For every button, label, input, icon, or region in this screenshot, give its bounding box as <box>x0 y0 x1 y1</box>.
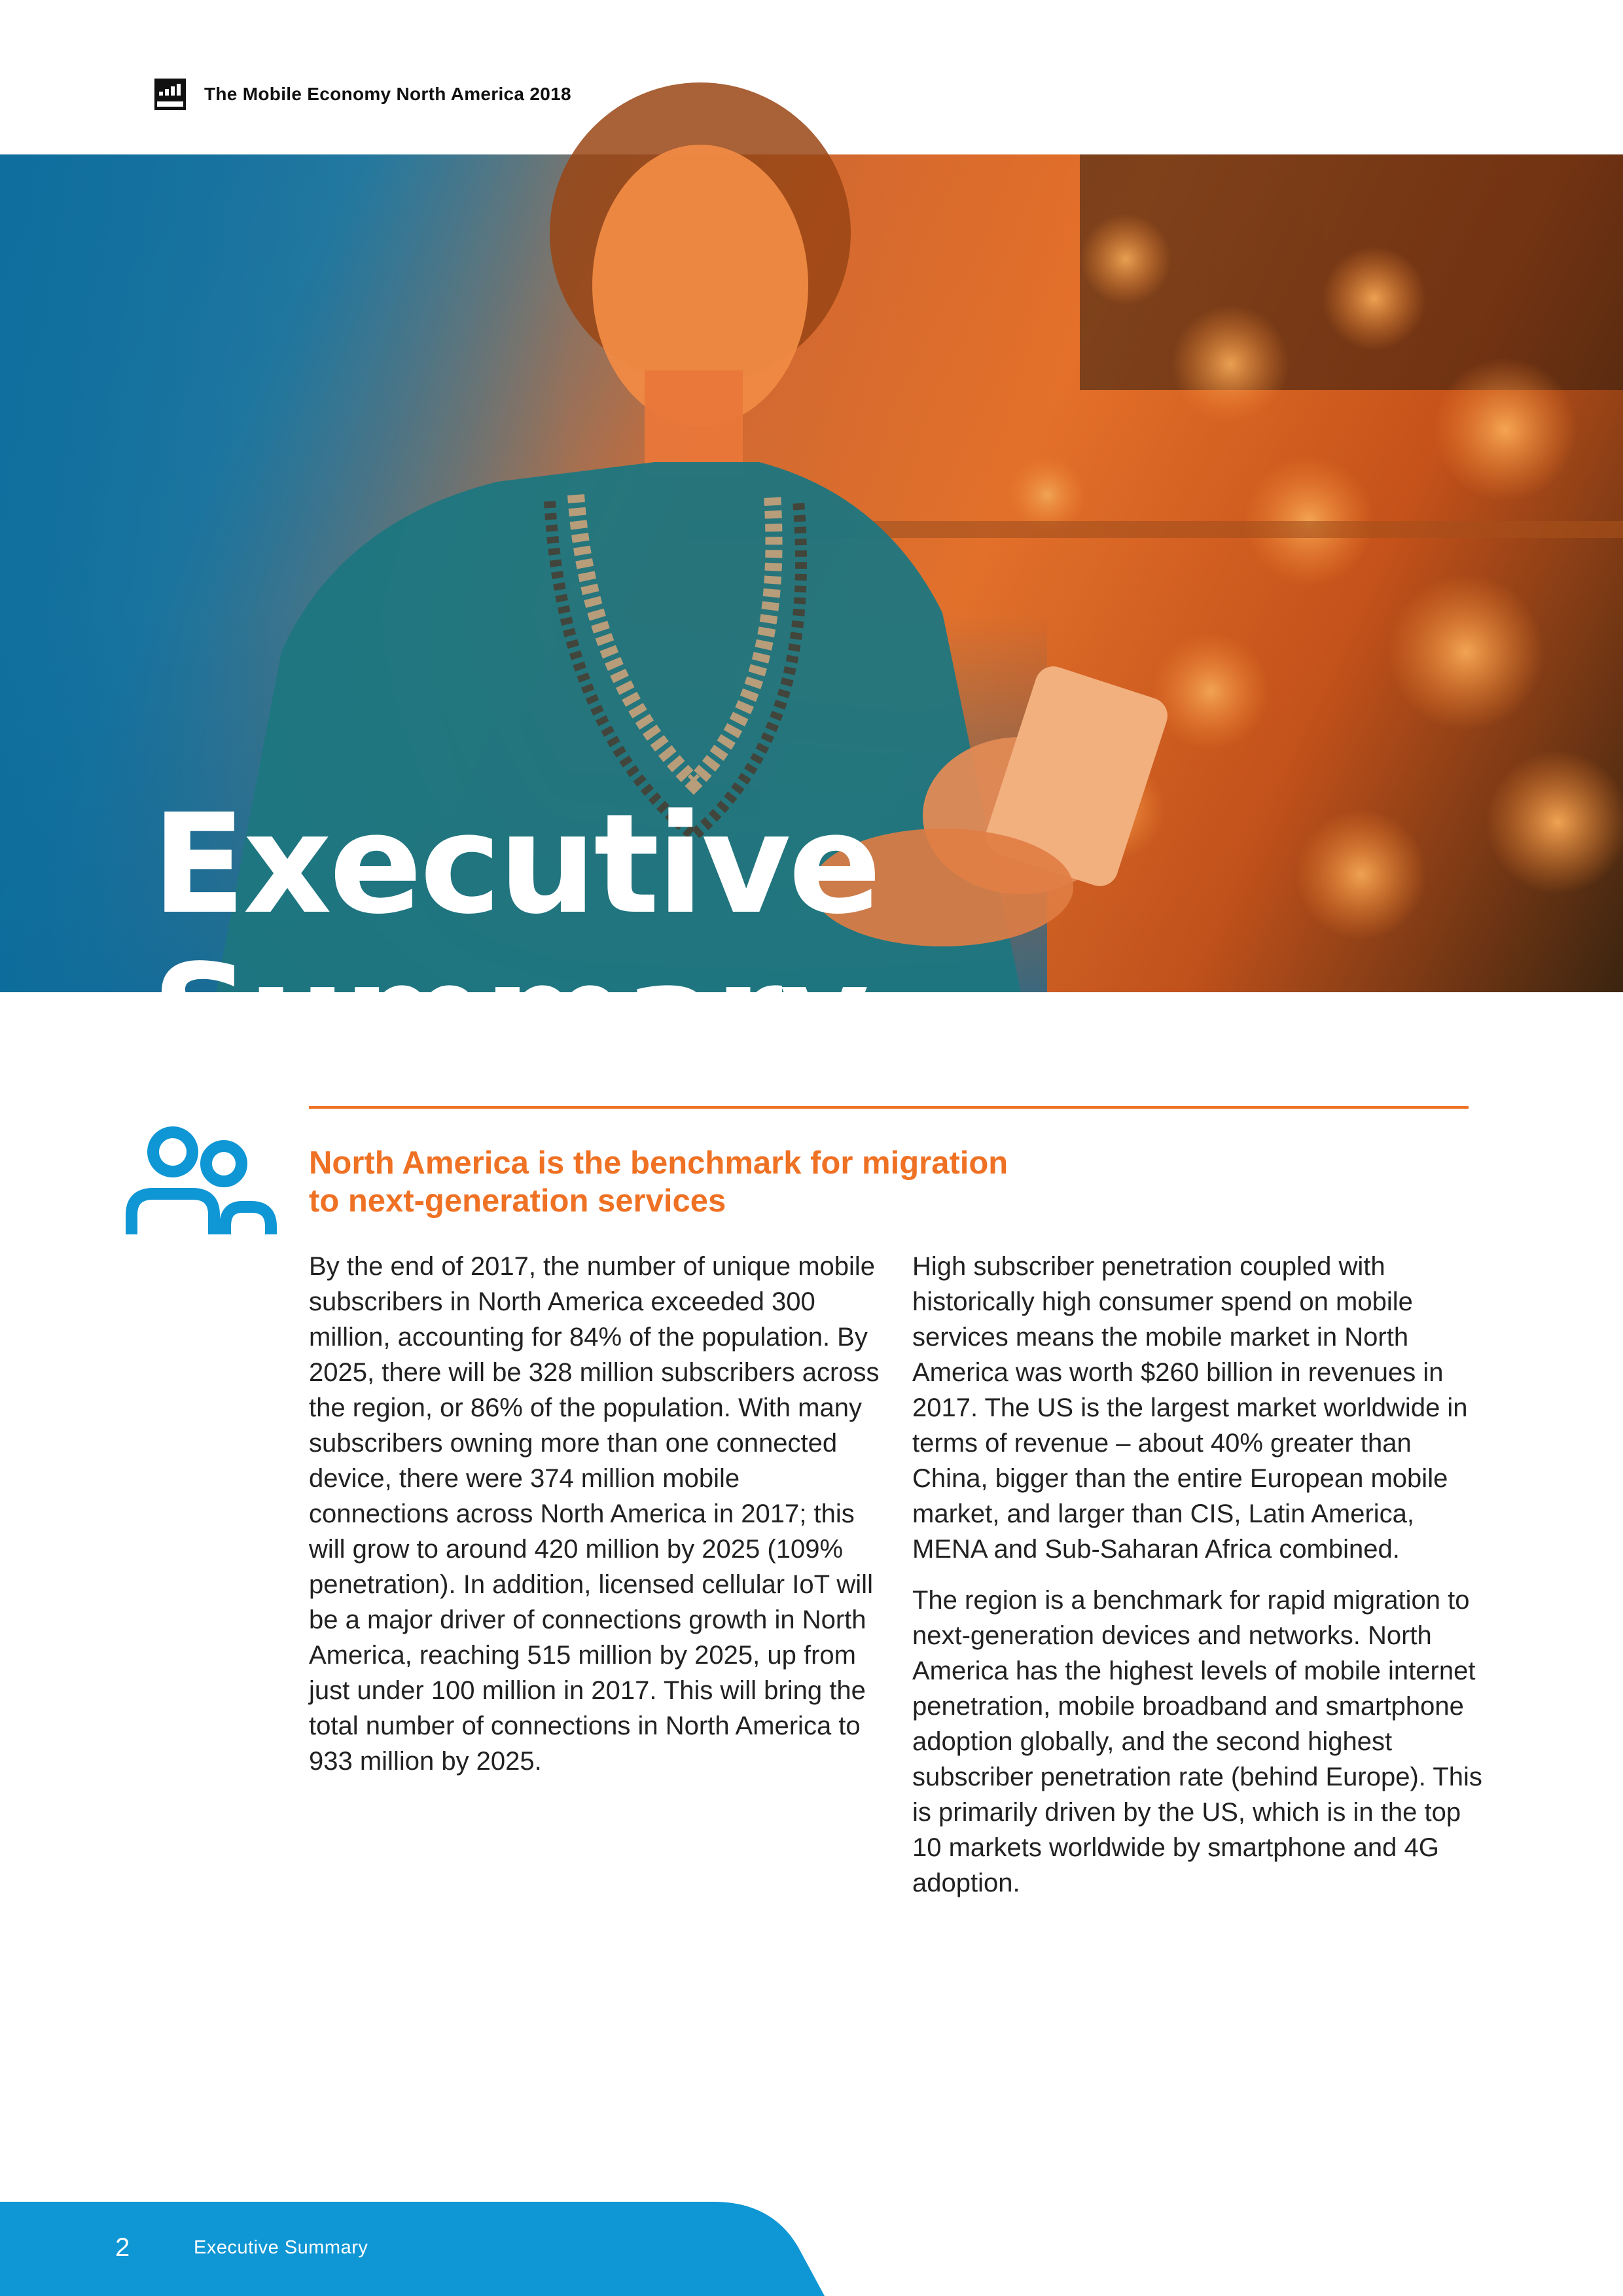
page-number: 2 <box>115 2233 130 2262</box>
page-title-line-1: Executive <box>152 784 880 944</box>
section-heading-line-2: to next-generation services <box>309 1183 726 1219</box>
page-title <box>152 784 880 1095</box>
page-title-line-2: Summary <box>152 935 867 1095</box>
paragraph: The region is a benchmark for rapid migration to next-generation devices and networks. North America has the highest levels of mobile internet penetration, mobile broadband and smartphone adoption globally, and the second highest subscriber penetration rate (behind Europe). This is primarily driven by the US, which is in the top 10 markets worldwide by smartphone and 4G adoption. <box>912 1586 1482 1897</box>
paragraph: By the end of 2017, the number of unique mobile subscribers in North America exceeded 300 million, accounting for 84% of the population. By 2025, there will be 328 million subscribers across the region, or 86% of the population. With many subscribers owning more than one connected device, there were 374 million mobile connections across North America in 2017; this will grow to around 420 million by 2025 (109% penetration). In addition, licensed cellular IoT will be a major driver of connections growth in North America, reaching 515 million by 2025, up from just under 100 million in 2017. This will bring the total number of connections in North America to 933 million by 2025. <box>309 1252 880 1776</box>
gsma-logo-icon <box>154 79 186 110</box>
body-column-right <box>912 1249 1488 1916</box>
people-icon <box>126 1123 277 1234</box>
section-divider <box>309 1106 1469 1109</box>
section-heading <box>309 1144 1160 1220</box>
running-header <box>154 79 571 110</box>
paragraph: High subscriber penetration coupled with historically high consumer spend on mobile services means the mobile market in North America was worth $260 billion in revenues in 2017. The US is the largest market worldwide in terms of revenue – about 40% greater than China, bigger than the entire European mobile market, and larger than CIS, Latin America, MENA and Sub-Saharan Africa combined. <box>912 1252 1468 1564</box>
hero-image <box>0 154 1623 1095</box>
body-column-left <box>309 1249 885 1795</box>
document-title: The Mobile Economy North America 2018 <box>204 84 571 104</box>
section-heading-line-1: North America is the benchmark for migration <box>309 1145 1008 1181</box>
footer-section-label: Executive Summary <box>194 2237 368 2258</box>
